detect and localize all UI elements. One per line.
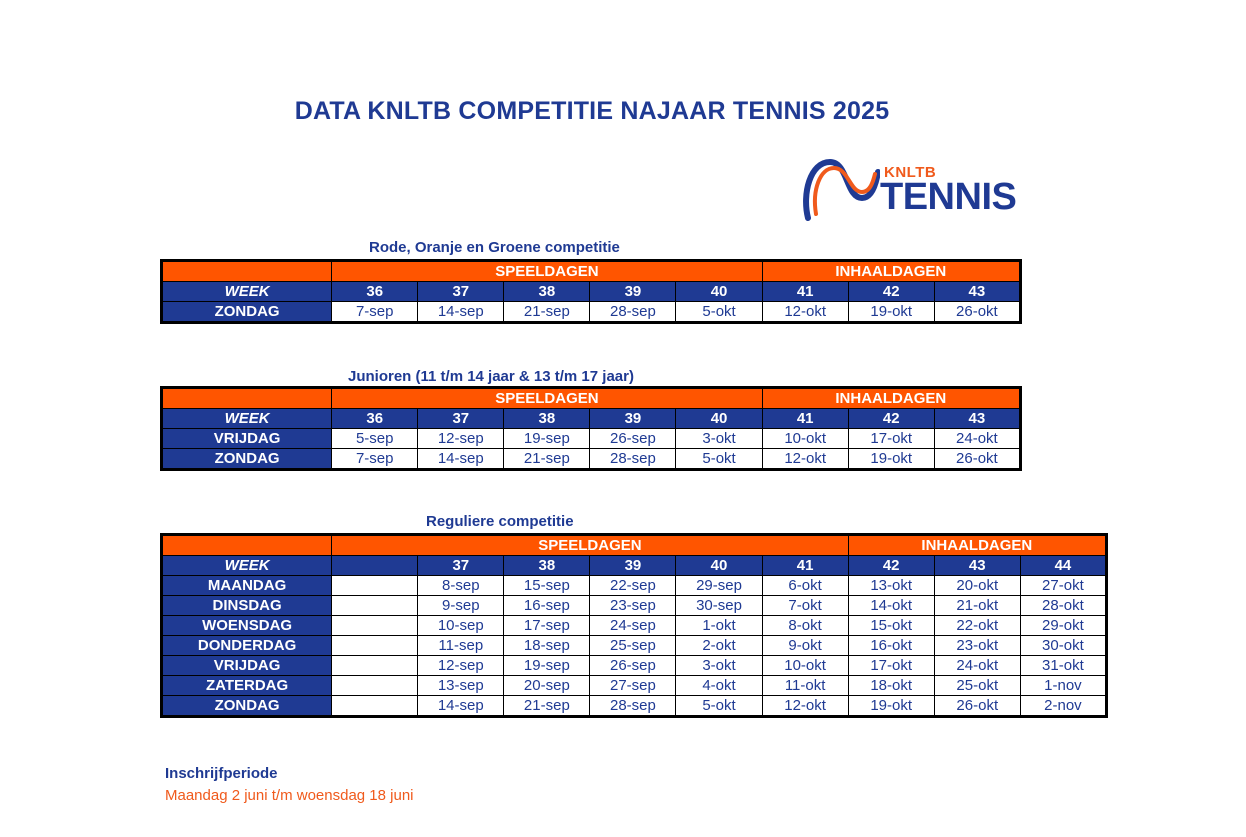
date-cell: 29-okt bbox=[1020, 616, 1106, 636]
date-cell: 1-okt bbox=[676, 616, 762, 636]
week-label: WEEK bbox=[162, 556, 332, 576]
table-row bbox=[162, 449, 1021, 470]
week-number: 41 bbox=[762, 282, 848, 302]
date-cell: 22-okt bbox=[934, 616, 1020, 636]
date-cell: 22-sep bbox=[590, 576, 676, 596]
date-cell: 3-okt bbox=[676, 656, 762, 676]
date-cell: 14-okt bbox=[848, 596, 934, 616]
table-row bbox=[162, 596, 1107, 616]
date-cell: 7-sep bbox=[332, 302, 418, 323]
date-cell: 18-sep bbox=[504, 636, 590, 656]
table2-caption: Junioren (11 t/m 14 jaar & 13 t/m 17 jaar) bbox=[348, 368, 634, 385]
date-cell: 16-okt bbox=[848, 636, 934, 656]
date-cell: 28-sep bbox=[590, 449, 676, 470]
tennis-swoosh-icon bbox=[800, 154, 880, 222]
logo-knltb-text: KNLTB bbox=[884, 164, 937, 181]
date-cell: 7-sep bbox=[332, 449, 418, 470]
day-label: MAANDAG bbox=[162, 576, 332, 596]
date-cell: 27-okt bbox=[1020, 576, 1106, 596]
day-label: DINSDAG bbox=[162, 596, 332, 616]
page-title: DATA KNLTB COMPETITIE NAJAAR TENNIS 2025 bbox=[294, 97, 890, 125]
date-cell: 9-okt bbox=[762, 636, 848, 656]
day-label: VRIJDAG bbox=[162, 656, 332, 676]
date-cell: 30-okt bbox=[1020, 636, 1106, 656]
day-label: ZATERDAG bbox=[162, 676, 332, 696]
date-cell: 17-okt bbox=[848, 429, 934, 449]
inhaaldagen-header: INHAALDAGEN bbox=[848, 535, 1106, 556]
table1-caption: Rode, Oranje en Groene competitie bbox=[369, 239, 620, 256]
date-cell: 10-okt bbox=[762, 429, 848, 449]
date-cell bbox=[332, 676, 418, 696]
date-cell: 5-okt bbox=[676, 449, 762, 470]
competition-table-2 bbox=[160, 386, 1022, 471]
inhaaldagen-header: INHAALDAGEN bbox=[762, 388, 1020, 409]
date-cell: 21-okt bbox=[934, 596, 1020, 616]
week-number: 43 bbox=[934, 556, 1020, 576]
week-number bbox=[332, 556, 418, 576]
week-number: 36 bbox=[332, 282, 418, 302]
date-cell bbox=[332, 656, 418, 676]
week-number: 39 bbox=[590, 556, 676, 576]
date-cell: 2-nov bbox=[1020, 696, 1106, 717]
date-cell: 24-okt bbox=[934, 429, 1020, 449]
date-cell: 11-okt bbox=[762, 676, 848, 696]
date-cell: 12-sep bbox=[418, 429, 504, 449]
date-cell bbox=[332, 616, 418, 636]
inhaaldagen-header: INHAALDAGEN bbox=[762, 261, 1020, 282]
date-cell: 19-sep bbox=[504, 429, 590, 449]
table-row bbox=[162, 696, 1107, 717]
date-cell: 23-sep bbox=[590, 596, 676, 616]
week-number: 38 bbox=[504, 409, 590, 429]
date-cell: 14-sep bbox=[418, 449, 504, 470]
date-cell: 18-okt bbox=[848, 676, 934, 696]
date-cell: 17-okt bbox=[848, 656, 934, 676]
date-cell: 24-okt bbox=[934, 656, 1020, 676]
date-cell: 5-okt bbox=[676, 302, 762, 323]
date-cell: 5-sep bbox=[332, 429, 418, 449]
date-cell: 13-okt bbox=[848, 576, 934, 596]
week-number: 39 bbox=[590, 409, 676, 429]
date-cell: 19-okt bbox=[848, 696, 934, 717]
date-cell: 28-sep bbox=[590, 696, 676, 717]
date-cell: 15-sep bbox=[504, 576, 590, 596]
week-label: WEEK bbox=[162, 282, 332, 302]
date-cell: 27-sep bbox=[590, 676, 676, 696]
week-number: 40 bbox=[676, 282, 762, 302]
registration-heading: Inschrijfperiode bbox=[165, 765, 278, 782]
week-number: 40 bbox=[676, 409, 762, 429]
date-cell: 25-okt bbox=[934, 676, 1020, 696]
competition-table-3 bbox=[160, 533, 1108, 718]
table-row bbox=[162, 576, 1107, 596]
date-cell: 16-sep bbox=[504, 596, 590, 616]
week-number: 43 bbox=[934, 282, 1020, 302]
week-number: 38 bbox=[504, 556, 590, 576]
date-cell: 19-okt bbox=[848, 302, 934, 323]
table-row bbox=[162, 429, 1021, 449]
date-cell bbox=[332, 596, 418, 616]
date-cell: 15-okt bbox=[848, 616, 934, 636]
day-label: DONDERDAG bbox=[162, 636, 332, 656]
week-number: 40 bbox=[676, 556, 762, 576]
date-cell: 3-okt bbox=[676, 429, 762, 449]
week-number: 37 bbox=[418, 282, 504, 302]
week-number: 41 bbox=[762, 556, 848, 576]
date-cell: 12-okt bbox=[762, 449, 848, 470]
date-cell: 21-sep bbox=[504, 696, 590, 717]
knltb-tennis-logo bbox=[800, 154, 1017, 222]
table3-caption: Reguliere competitie bbox=[426, 513, 574, 530]
date-cell: 12-sep bbox=[418, 656, 504, 676]
date-cell: 21-sep bbox=[504, 302, 590, 323]
day-label: ZONDAG bbox=[162, 696, 332, 717]
date-cell: 4-okt bbox=[676, 676, 762, 696]
speeldagen-header: SPEELDAGEN bbox=[332, 261, 762, 282]
date-cell: 9-sep bbox=[418, 596, 504, 616]
table-row bbox=[162, 636, 1107, 656]
day-label: VRIJDAG bbox=[162, 429, 332, 449]
date-cell: 20-sep bbox=[504, 676, 590, 696]
date-cell: 2-okt bbox=[676, 636, 762, 656]
week-number: 44 bbox=[1020, 556, 1106, 576]
date-cell: 17-sep bbox=[504, 616, 590, 636]
date-cell: 10-okt bbox=[762, 656, 848, 676]
date-cell: 26-okt bbox=[934, 696, 1020, 717]
date-cell: 30-sep bbox=[676, 596, 762, 616]
date-cell: 26-sep bbox=[590, 656, 676, 676]
date-cell: 6-okt bbox=[762, 576, 848, 596]
header-blank bbox=[162, 261, 332, 282]
date-cell: 28-sep bbox=[590, 302, 676, 323]
table-row bbox=[162, 616, 1107, 636]
week-number: 37 bbox=[418, 409, 504, 429]
logo-tennis-text: TENNIS bbox=[880, 176, 1017, 218]
header-blank bbox=[162, 388, 332, 409]
date-cell bbox=[332, 636, 418, 656]
date-cell: 12-okt bbox=[762, 302, 848, 323]
competition-table-1 bbox=[160, 259, 1022, 324]
date-cell: 28-okt bbox=[1020, 596, 1106, 616]
date-cell: 26-okt bbox=[934, 302, 1020, 323]
week-number: 36 bbox=[332, 409, 418, 429]
speeldagen-header: SPEELDAGEN bbox=[332, 535, 848, 556]
date-cell: 13-sep bbox=[418, 676, 504, 696]
week-number: 43 bbox=[934, 409, 1020, 429]
day-label: ZONDAG bbox=[162, 302, 332, 323]
speeldagen-header: SPEELDAGEN bbox=[332, 388, 762, 409]
table-row bbox=[162, 302, 1021, 323]
date-cell: 19-sep bbox=[504, 656, 590, 676]
date-cell: 24-sep bbox=[590, 616, 676, 636]
date-cell: 14-sep bbox=[418, 302, 504, 323]
date-cell: 8-okt bbox=[762, 616, 848, 636]
date-cell: 31-okt bbox=[1020, 656, 1106, 676]
week-number: 42 bbox=[848, 556, 934, 576]
date-cell: 19-okt bbox=[848, 449, 934, 470]
date-cell: 25-sep bbox=[590, 636, 676, 656]
date-cell: 11-sep bbox=[418, 636, 504, 656]
week-number: 41 bbox=[762, 409, 848, 429]
registration-period: Maandag 2 juni t/m woensdag 18 juni bbox=[165, 787, 414, 804]
date-cell: 1-nov bbox=[1020, 676, 1106, 696]
date-cell: 5-okt bbox=[676, 696, 762, 717]
date-cell: 26-sep bbox=[590, 429, 676, 449]
date-cell: 20-okt bbox=[934, 576, 1020, 596]
week-number: 42 bbox=[848, 409, 934, 429]
date-cell: 8-sep bbox=[418, 576, 504, 596]
date-cell bbox=[332, 576, 418, 596]
header-blank bbox=[162, 535, 332, 556]
table-row bbox=[162, 656, 1107, 676]
date-cell: 29-sep bbox=[676, 576, 762, 596]
week-number: 39 bbox=[590, 282, 676, 302]
date-cell: 7-okt bbox=[762, 596, 848, 616]
date-cell bbox=[332, 696, 418, 717]
date-cell: 10-sep bbox=[418, 616, 504, 636]
date-cell: 26-okt bbox=[934, 449, 1020, 470]
table-row bbox=[162, 676, 1107, 696]
date-cell: 12-okt bbox=[762, 696, 848, 717]
day-label: WOENSDAG bbox=[162, 616, 332, 636]
week-label: WEEK bbox=[162, 409, 332, 429]
day-label: ZONDAG bbox=[162, 449, 332, 470]
date-cell: 14-sep bbox=[418, 696, 504, 717]
date-cell: 21-sep bbox=[504, 449, 590, 470]
week-number: 38 bbox=[504, 282, 590, 302]
week-number: 37 bbox=[418, 556, 504, 576]
date-cell: 23-okt bbox=[934, 636, 1020, 656]
week-number: 42 bbox=[848, 282, 934, 302]
